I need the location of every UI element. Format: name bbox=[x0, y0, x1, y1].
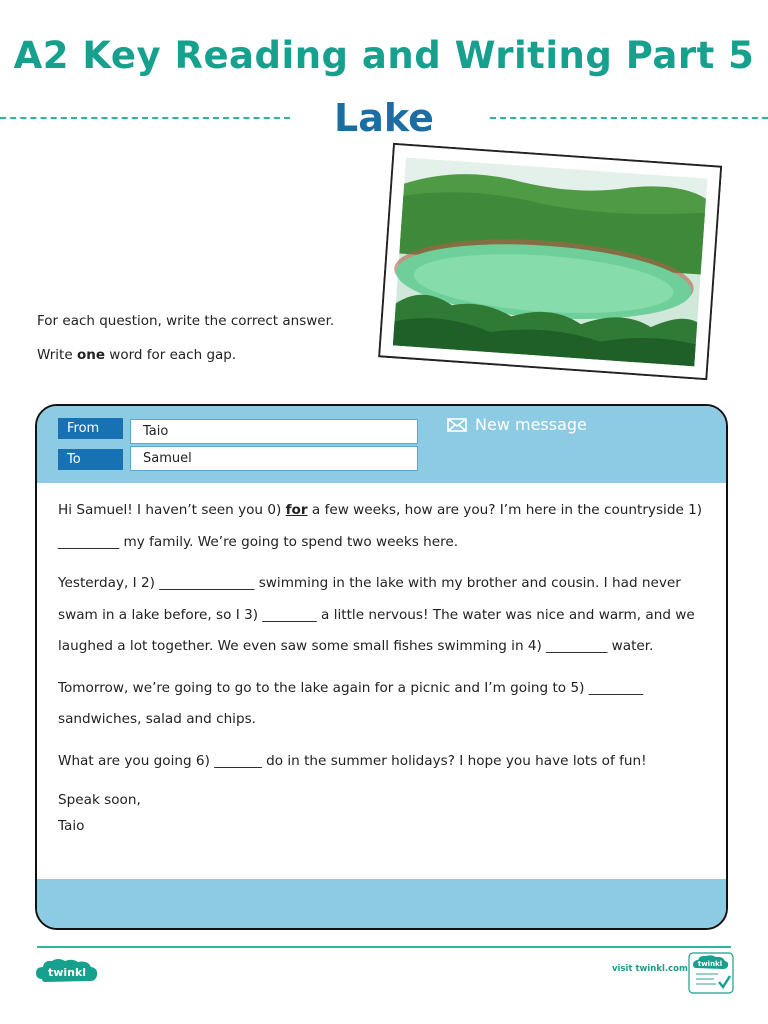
page-subtitle: Lake bbox=[334, 96, 434, 140]
paragraph-1: Hi Samuel! I haven’t seen you 0) for a few weeks, how are you? I’m here in the countryside 1) _________ my family. We’re going to spend two weeks here. bbox=[58, 502, 703, 550]
signature: Taio bbox=[58, 818, 85, 834]
lake-photo bbox=[378, 143, 722, 384]
to-label: To bbox=[58, 449, 123, 470]
paragraph-3: Tomorrow, we’re going to go to the lake again for a picnic and I’m going to 5) ________ sandwiches, salad and chips. bbox=[58, 679, 644, 727]
instruction-line-2: Write one word for each gap. bbox=[37, 347, 237, 363]
to-field: Samuel bbox=[130, 446, 418, 471]
page-title: A2 Key Reading and Writing Part 5 bbox=[13, 34, 755, 77]
svg-text:twinkl: twinkl bbox=[47, 966, 87, 979]
sign-off: Speak soon, bbox=[58, 792, 141, 808]
footer-divider bbox=[37, 946, 731, 948]
email-card bbox=[35, 404, 728, 930]
instruction-emphasis: one bbox=[76, 347, 105, 363]
svg-text:twinkl: twinkl bbox=[697, 960, 723, 968]
from-field: Taio bbox=[130, 419, 418, 444]
twinkl-logo bbox=[36, 957, 98, 991]
paragraph-4: What are you going 6) _______ do in the summer holidays? I hope you have lots of fun! bbox=[58, 752, 647, 769]
quality-badge-icon bbox=[688, 952, 734, 998]
envelope-icon bbox=[447, 418, 467, 432]
email-footer bbox=[37, 879, 726, 928]
email-header bbox=[37, 406, 726, 483]
example-answer: for bbox=[285, 502, 308, 518]
email-body bbox=[58, 495, 718, 839]
visit-link[interactable]: visit twinkl.com bbox=[612, 964, 688, 974]
title-divider-right bbox=[490, 117, 768, 119]
instructions bbox=[37, 304, 334, 372]
new-message-heading bbox=[447, 415, 587, 434]
from-label: From bbox=[58, 418, 123, 439]
paragraph-2: Yesterday, I 2) ______________ swimming in the lake with my brother and cousin. I had never swam in a lake before, so I 3) ________ a little nervous! The water was nice and warm, and we laughed a lot together. We even saw some small fishes swimming in 4) _________ water. bbox=[58, 575, 695, 654]
instruction-line-1: For each question, write the correct answer. bbox=[37, 313, 335, 329]
new-message-label: New message bbox=[475, 415, 587, 434]
